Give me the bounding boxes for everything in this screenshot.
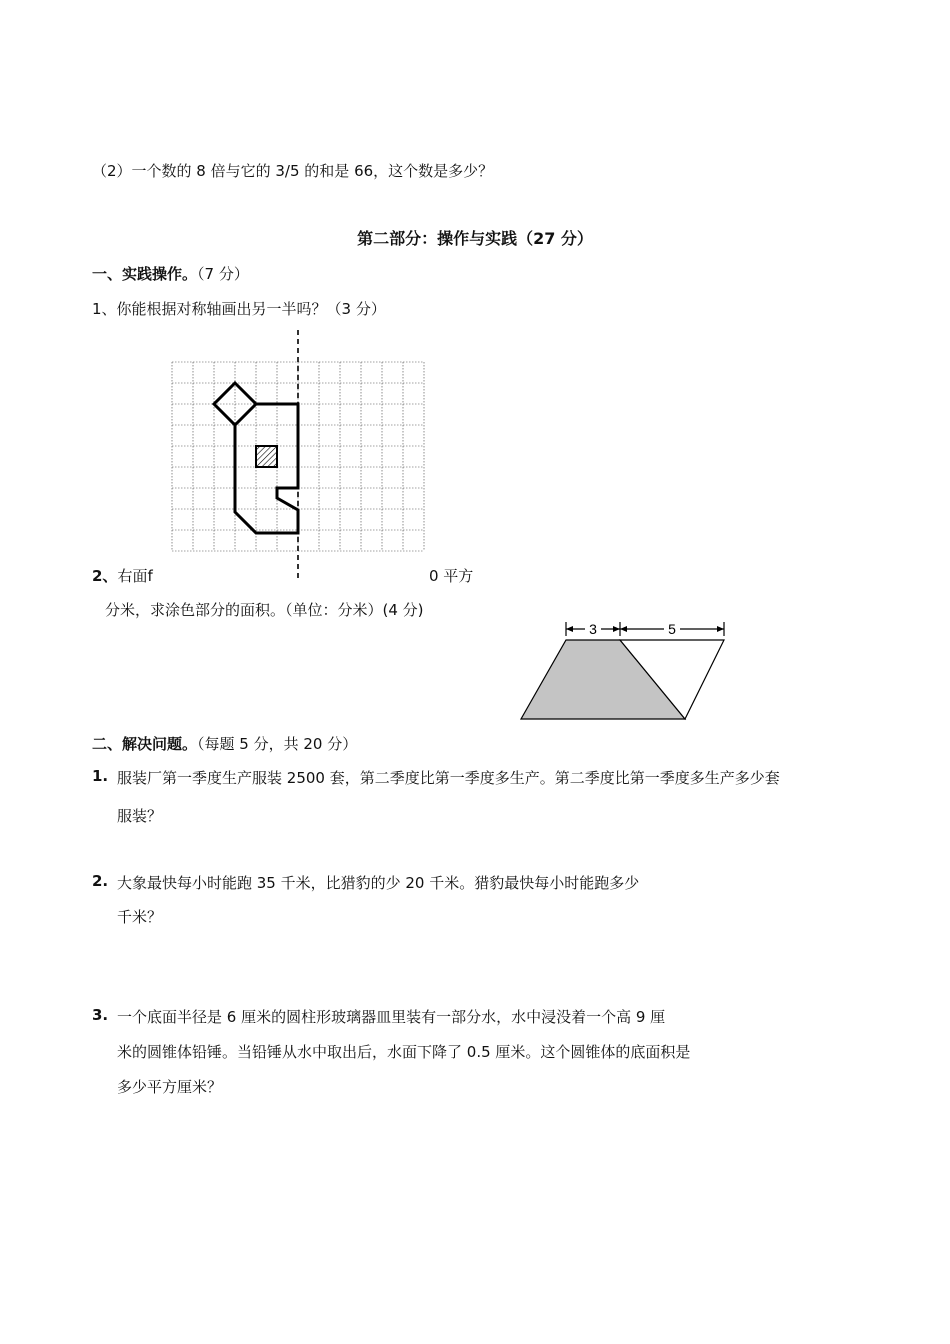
question-text-left: 右面f (117, 567, 153, 585)
question-text: 1、你能根据对称轴画出另一半吗？（3 分） (92, 300, 386, 318)
parallelogram-figure (518, 618, 730, 723)
problem-number: 3. (92, 1006, 109, 1024)
problem-text: 米的圆锥体铅锤。当铅锤从水中取出后，水面下降了 0.5 厘米。这个圆锥体的底面积是 (117, 1043, 691, 1061)
problem-text: 一个底面半径是 6 厘米的圆柱形玻璃器皿里装有一部分水，水中浸没着一个高 9 厘 (117, 1008, 666, 1026)
problem-number: 1. (92, 767, 109, 785)
problem-text: 服装厂第一季度生产服装 2500 套，第二季度比第一季度多生产。第二季度比第一季度多生产多少套 (117, 769, 780, 787)
question-text: （2）一个数的 8 倍与它的 3/5 的和是 66，这个数是多少？ (92, 162, 494, 180)
dimension-label-3: 3 (589, 621, 597, 637)
section-heading (92, 263, 249, 284)
half-figure-outline (235, 404, 298, 533)
hatched-square (256, 446, 277, 467)
section-title: 第二部分：操作与实践（27 分） (357, 229, 593, 248)
problem-text: 大象最快每小时能跑 35 千米，比猎豹的少 20 千米。猎豹最快每小时能跑多少 (117, 874, 640, 892)
section-heading-label: 二、解决问题。 (92, 735, 198, 753)
problem-text: 服装？ (117, 807, 163, 825)
problem-text: 多少平方厘米？ (117, 1078, 223, 1096)
problem-number: 2. (92, 872, 109, 890)
question-text: 分米，求涂色部分的面积。（单位：分米）(4 分) (105, 601, 424, 619)
question-text-right: 0 平方 (429, 567, 474, 585)
section-points: （每题 5 分，共 20 分） (197, 735, 358, 753)
section-points: （7 分） (197, 265, 249, 283)
section-heading (92, 733, 357, 754)
problem-text: 千米？ (117, 908, 163, 926)
dimension-label-5: 5 (668, 621, 676, 637)
section-heading-label: 一、实践操作。 (92, 265, 198, 283)
question-text (92, 565, 153, 586)
symmetry-grid-figure (172, 330, 432, 580)
question-number: 2、 (92, 567, 118, 585)
